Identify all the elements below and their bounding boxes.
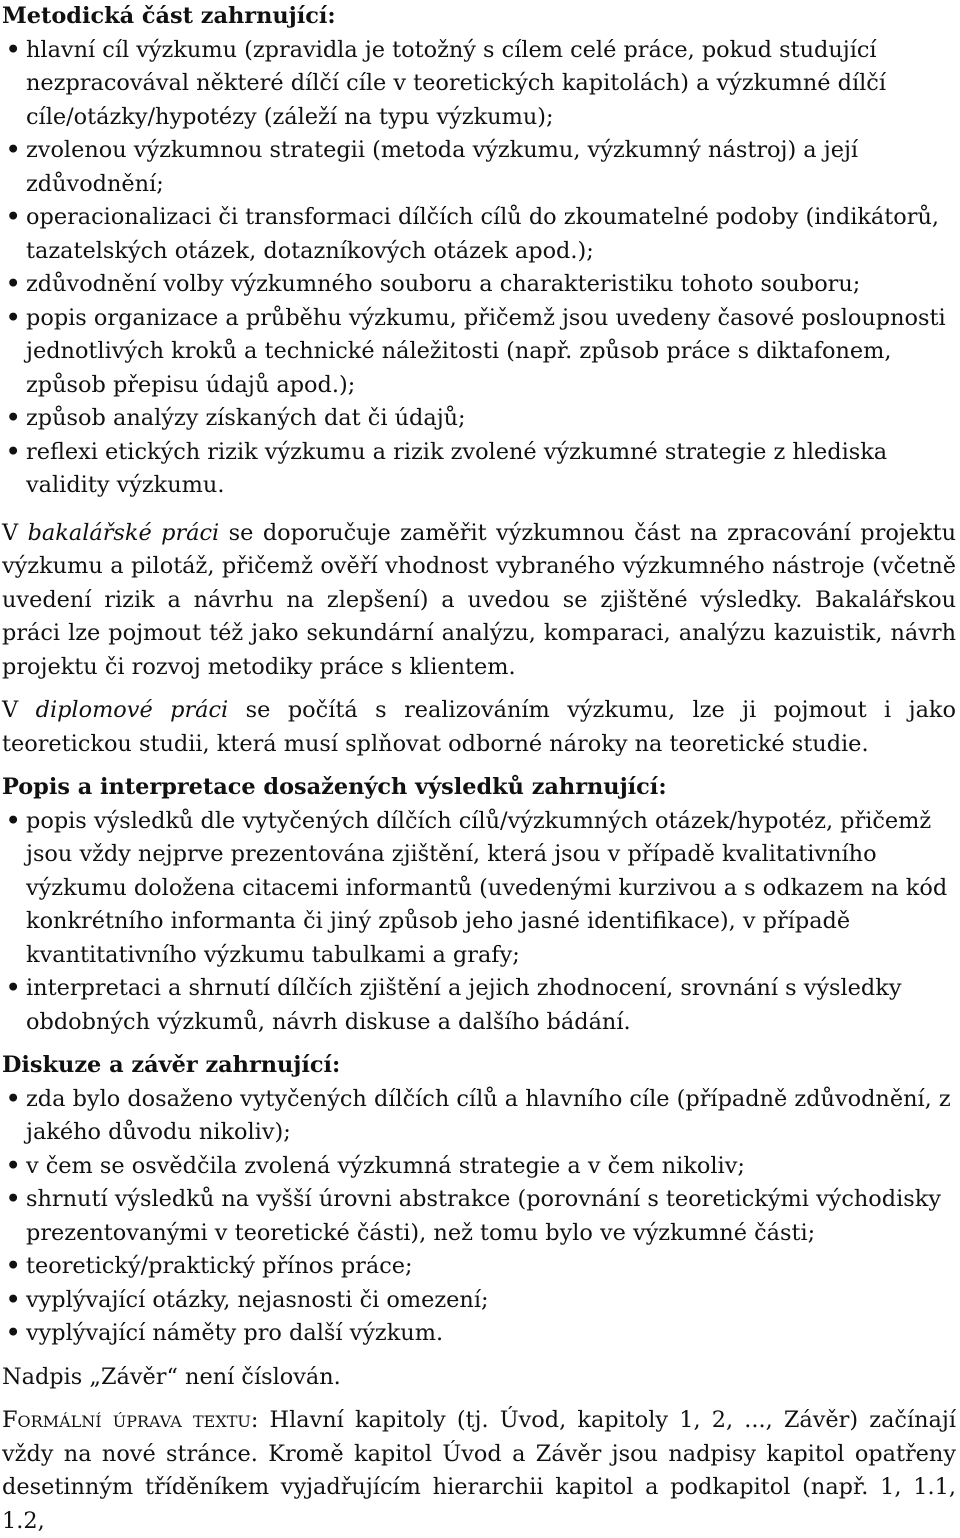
metodika-list (2, 34, 956, 503)
bullet-icon: • (6, 405, 21, 431)
popis-heading: Popis a interpretace dosažených výsledků zahrnující: (2, 774, 667, 800)
metodika-heading: Metodická část zahrnující: (2, 3, 336, 29)
bullet-icon: • (6, 304, 21, 331)
bullet-icon: • (6, 1286, 21, 1313)
list-item: • způsob analýzy získaných dat či údajů; (2, 402, 956, 436)
bullet-icon: • (6, 271, 21, 297)
bullet-icon: • (6, 137, 21, 163)
list-item: • popis výsledků dle vytyčených dílčích cílů/výzkumných otázek/hypotéz, přičemž jsou vždy nejprve prezentována zjištění, která jsou v případě kvalitativního výzkumu doložena citacemi informantů (uvedenými kurzivou a s odkazem na kód konkrétního informanta či jiný způsob jeho jasné identifikace), v případě kvantitativního výzkumu tabulkami a grafy; (2, 805, 956, 973)
list-item: • interpretaci a shrnutí dílčích zjištění a jejich zhodnocení, srovnání s výsledky obdobných výzkumů, návrh diskuse a dalšího bádání. (2, 972, 956, 1039)
bullet-icon: • (6, 1253, 21, 1279)
bullet-icon: • (6, 204, 21, 230)
bullet-icon: • (6, 438, 21, 465)
list-item: • reflexi etických rizik výzkumu a rizik zvolené výzkumné strategie z hlediska validity výzkumu. (2, 436, 956, 503)
bullet-icon: • (6, 1085, 21, 1112)
bullet-icon: • (6, 975, 21, 1001)
list-item: • shrnutí výsledků na vyšší úrovni abstrakce (porovnání s teoretickými východisky prezentovanými v teoretické části), než tomu bylo ve výzkumné části; (2, 1183, 956, 1250)
list-item: • popis organizace a průběhu výzkumu, přičemž jsou uvedeny časové posloupnosti jednotlivých kroků a technické náležitosti (např. způsob práce s diktafonem, způsob přepisu údajů apod.); (2, 302, 956, 403)
bullet-icon: • (6, 1186, 21, 1212)
diplomova-paragraph: V diplomové práci se počítá s realizováním výzkumu, lze ji pojmout i jako teoretickou studii, která musí splňovat odborné nároky na teoretické studie. (2, 697, 956, 757)
formalni-label: Formální úprava textu: (2, 1407, 259, 1433)
popis-list (2, 805, 956, 1040)
list-item: • v čem se osvědčila zvolená výzkumná strategie a v čem nikoliv; (2, 1150, 956, 1184)
bullet-icon: • (6, 1152, 21, 1179)
list-item: • zdůvodnění volby výzkumného souboru a charakteristiku tohoto souboru; (2, 268, 956, 302)
list-item: • teoretický/praktický přínos práce; (2, 1250, 956, 1284)
list-item: • vyplývající otázky, nejasnosti či omezení; (2, 1284, 956, 1318)
diskuze-list (2, 1083, 956, 1351)
bakalarska-paragraph: V bakalářské práci se doporučuje zaměřit výzkumnou část na zpracování projektu výzkumu a pilotáž, přičemž ověří vhodnost vybraného výzkumného nástroje (včetně uvedení rizik a návrhu na zlepšení) a uvedou se zjištěné výsledky. Bakalářskou práci lze pojmout též jako sekundární analýzu, komparaci, analýzu kazuistik, návrh projektu či rozvoj metodiky práce s klientem. (2, 519, 956, 680)
bakalarska-emphasis: bakalářské práci (27, 519, 220, 546)
bullet-icon: • (6, 1320, 21, 1346)
list-item: • hlavní cíl výzkumu (zpravidla je totožný s cílem celé práce, pokud studující nezpracovával některé dílčí cíle v teoretických kapitolách) a výzkumné dílčí cíle/otázky/hypotézy (záleží na typu výzkumu); (2, 34, 956, 135)
bullet-icon: • (6, 807, 21, 834)
formalni-paragraph: Formální úprava textu: Hlavní kapitoly (tj. Úvod, kapitoly 1, 2, ..., Závěr) začínají vždy na nové stránce. Kromě kapitol Úvod a Závěr jsou nadpisy kapitol opatřeny desetinným tříděníkem vyjadřujícím hierarchii kapitol a podkapitol (např. 1, 1.1, 1.2, (2, 1407, 956, 1534)
list-item: • vyplývající náměty pro další výzkum. (2, 1317, 956, 1351)
diskuze-heading: Diskuze a závěr zahrnující: (2, 1052, 341, 1078)
diplomova-emphasis: diplomové práci (35, 697, 229, 723)
list-item: • zda bylo dosaženo vytyčených dílčích cílů a hlavního cíle (případně zdůvodnění, z jakého důvodu nikoliv); (2, 1083, 956, 1150)
list-item: • operacionalizaci či transformaci dílčích cílů do zkoumatelné podoby (indikátorů, tazatelských otázek, dotazníkových otázek apod.); (2, 201, 956, 268)
list-item: • zvolenou výzkumnou strategii (metoda výzkumu, výzkumný nástroj) a její zdůvodnění; (2, 134, 956, 201)
nadpis-note: Nadpis „Závěr“ není číslován. (2, 1363, 341, 1390)
bullet-icon: • (6, 36, 21, 63)
